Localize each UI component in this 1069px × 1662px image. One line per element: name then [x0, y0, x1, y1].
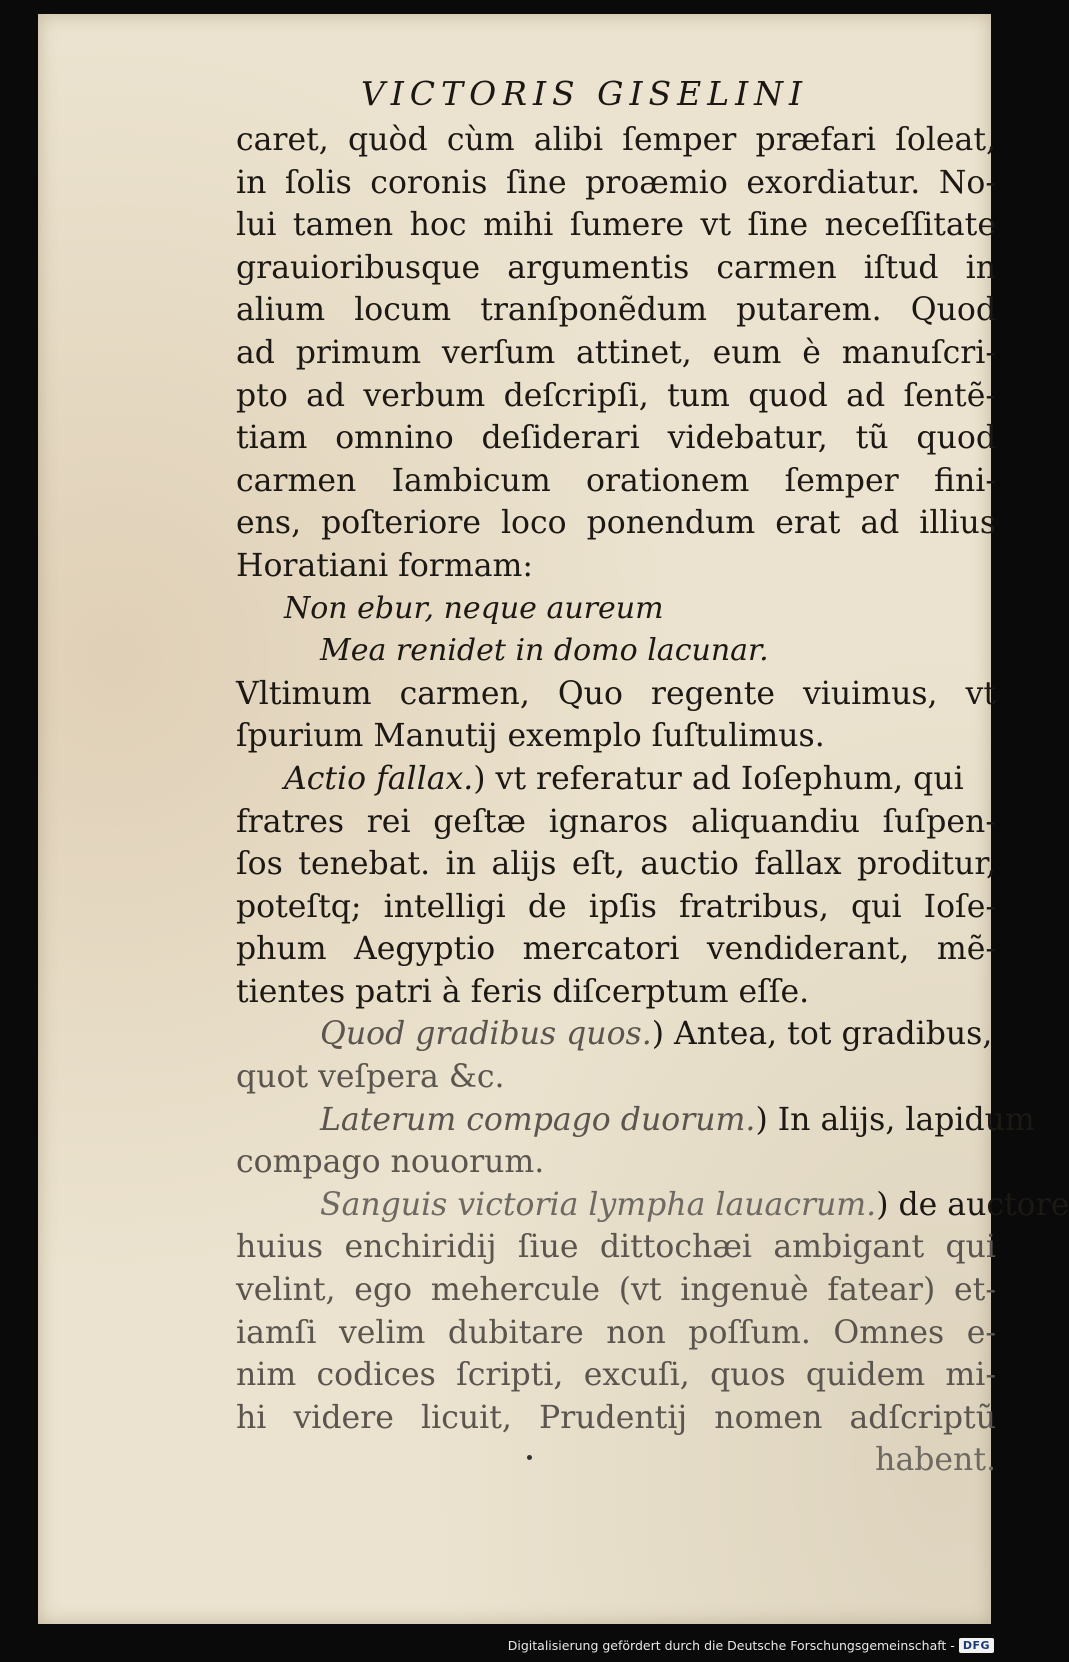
text-line: ſos tenebat. in alijs eſt, auctio fallax proditur, [236, 846, 996, 883]
text-line: nim codices ſcripti, excuſi, quos quidem mi- [236, 1357, 996, 1394]
text-line: huius enchiridij ſiue dittochæi ambigant qui [236, 1229, 996, 1266]
text-line: phum Aegyptio mercatori vendiderant, mẽ- [236, 931, 996, 968]
text-line: grauioribusque argumentis carmen iſtud in [236, 249, 996, 286]
text-line: pto ad verbum deſcripſi, tum quod ad ſentẽ- [236, 377, 996, 414]
book-page [38, 14, 1069, 1624]
lemma-commentary: ) vt referatur ad Ioſephum, qui [473, 760, 964, 797]
text-line: quot veſpera &c. [236, 1059, 505, 1096]
text-line: Vltimum carmen, Quo regente viuimus, vt [236, 675, 996, 712]
text-line: caret, quòd cùm alibi ſemper præfari ſoleat, [236, 122, 996, 158]
lemma-commentary: ) In alijs, lapidum [755, 1101, 1035, 1138]
lemma-commentary: ) de auctore [876, 1186, 1069, 1223]
lemma: Quod gradibus quos. [320, 1016, 652, 1053]
ink-dot [527, 1455, 532, 1460]
lemma: Actio fallax. [284, 760, 474, 797]
text-line: ens, poſteriore loco ponendum erat ad illius [236, 505, 996, 542]
text-line: hi videre licuit, Prudentij nomen adſcriptũ [236, 1399, 996, 1436]
catchword: habent. [875, 1442, 996, 1479]
text-line: iamſi velim dubitare non poſſum. Omnes e- [236, 1314, 996, 1351]
verse-line: Mea renidet in domo lacunar. [320, 633, 769, 669]
running-title: VICTORIS GISELINI [360, 74, 809, 113]
lemma: Sanguis victoria lympha lauacrum. [320, 1186, 877, 1223]
text-line: velint, ego mehercule (vt ingenuè fatear) et- [236, 1272, 996, 1309]
text-line: ſpurium Manutij exemplo ſuſtulimus. [236, 718, 825, 755]
verse-line: Non ebur, neque aureum [284, 590, 664, 626]
paragraph-start [236, 1013, 996, 1056]
paragraph-start [236, 1184, 1069, 1227]
text-line: poteſtq; intelligi de ipſis fratribus, qui Ioſe- [236, 888, 996, 925]
text-line: lui tamen hoc mihi ſumere vt ſine neceſſitate [236, 207, 996, 244]
digitization-footer [508, 1632, 994, 1658]
footer-text: Digitalisierung gefördert durch die Deutsche Forschungsgemeinschaft - [507, 1637, 955, 1653]
text-line: in ſolis coronis ſine proæmio exordiatur. No- [236, 164, 996, 201]
paragraph-start [236, 1099, 1035, 1142]
text-line: fratres rei geſtæ ignaros aliquandiu ſuſpen- [236, 803, 996, 840]
text-line: compago nouorum. [236, 1144, 545, 1181]
body-text [236, 119, 1069, 1482]
dfg-logo: DFG [959, 1638, 994, 1653]
text-line: carmen Iambicum orationem ſemper fini- [236, 462, 996, 499]
text-line: alium locum tranſponẽdum putarem. Quod [236, 292, 996, 329]
text-line: ad primum verſum attinet, eum è manuſcri- [236, 334, 996, 371]
paragraph-start [236, 758, 996, 801]
lemma-commentary: ) Antea, tot gradibus, [651, 1016, 993, 1053]
text-line: Horatiani formam: [236, 547, 533, 584]
text-line: tientes patri à feris diſcerptum eſſe. [236, 973, 810, 1010]
lemma: Laterum compago duorum. [320, 1101, 756, 1138]
text-line: tiam omnino deſiderari videbatur, tũ quod [236, 420, 996, 457]
